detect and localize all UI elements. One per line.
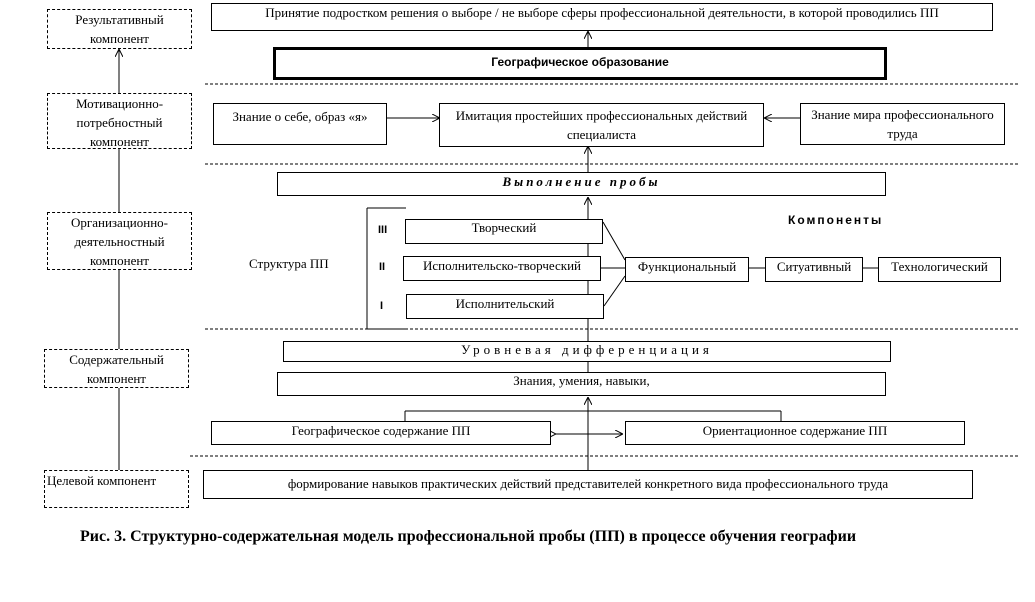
world-knowledge-box: Знание мира профессионального труда [800,103,1005,145]
component-technological-box: Технологический [878,257,1001,282]
structure-label: Структура ПП [249,256,329,271]
geo-education-box: Географическое образование [273,47,887,80]
level-link [604,276,625,306]
imitation-box: Имитация простейших профессиональных действий специалиста [439,103,764,147]
goal-component-box: Целевой компонент [44,470,189,508]
result-component-box: Результативный компонент [47,9,192,49]
figure-caption: Рис. 3. Структурно-содержательная модель профессиональной пробы (ПП) в процессе обучения географии [80,528,857,545]
level-exec-creative-box: Исполнительско-творческий [403,256,601,281]
roman-numeral: III [378,224,388,236]
self-knowledge-box: Знание о себе, образ «я» [213,103,387,145]
level-exec-box: Исполнительский [406,294,604,319]
organizational-component-box: Организационно-деятельностный компонент [47,212,192,270]
motivational-component-box: Мотивационно-потребностный компонент [47,93,192,149]
performance-box: Выполнение пробы [277,172,886,196]
geo-content-box: Географическое содержание ПП [211,421,551,445]
skills-box: Знания, умения, навыки, [277,372,886,396]
level-link [603,222,625,260]
orient-content-box: Ориентационное содержание ПП [625,421,965,445]
roman-numeral: II [379,261,386,273]
content-component-box: Содержательный компонент [44,349,189,388]
decision-box: Принятие подростком решения о выборе / не выборе сферы профессиональной деятельности, в которой проводились ПП [211,3,993,31]
goal-box: формирование навыков практических действий представителей конкретного вида профессионального труда [203,470,973,499]
roman-numeral: I [380,300,384,312]
components-title: Компоненты [788,213,884,227]
differentiation-box: Уровневая дифференциация [283,341,891,362]
component-situational-box: Ситуативный [765,257,863,282]
level-creative-box: Творческий [405,219,603,244]
component-functional-box: Функциональный [625,257,749,282]
